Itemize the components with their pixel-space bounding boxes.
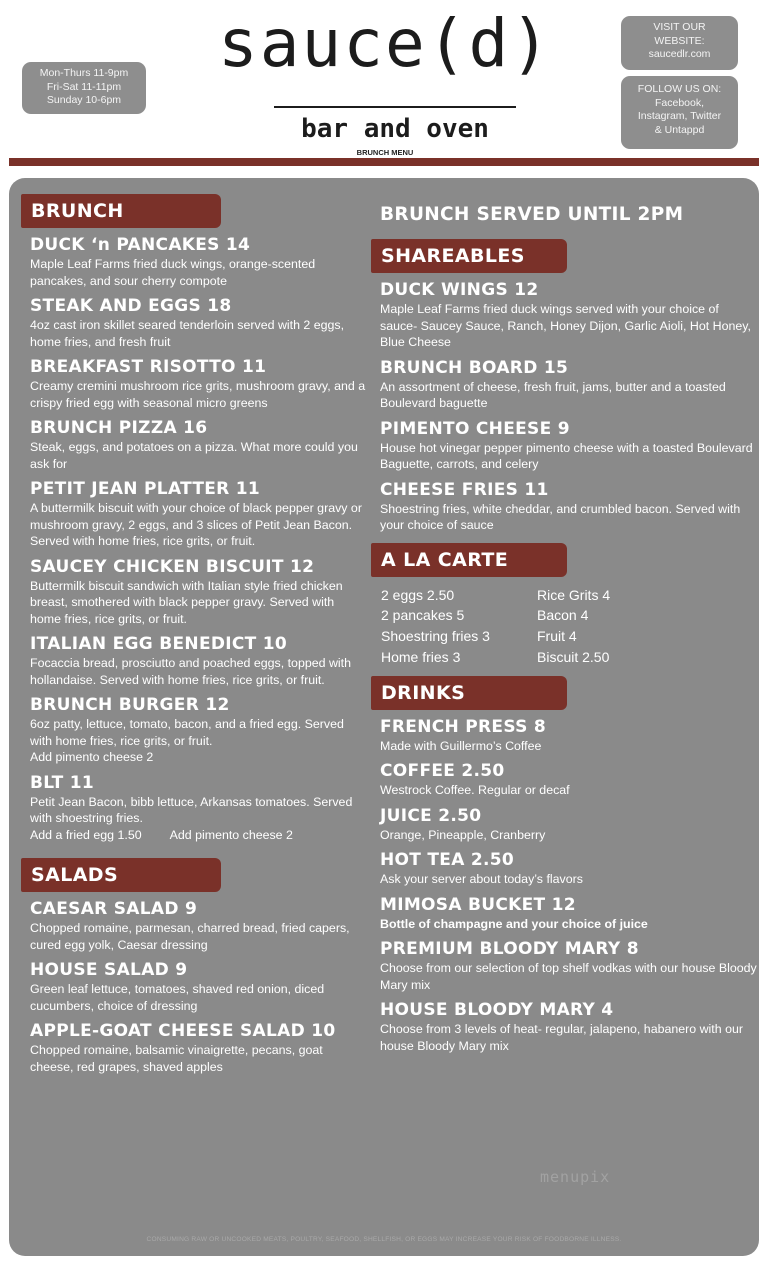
a-la-carte-banner: A LA CARTE [371, 543, 567, 577]
item-name: DUCK ‘n PANCAKES 14 [30, 235, 251, 255]
menu-item [371, 1000, 757, 1054]
item-desc: Choose from 3 levels of heat- regular, jalapeno, habanero with our house Bloody Mary mix [380, 1022, 743, 1053]
served-until-note: BRUNCH SERVED UNTIL 2PM [380, 204, 684, 225]
menu-item [21, 235, 366, 289]
menu-label: BRUNCH MENU [356, 148, 414, 157]
menu-item [21, 960, 366, 1014]
brunch-banner: BRUNCH [21, 194, 221, 228]
salads-banner: SALADS [21, 858, 221, 892]
menu-item [371, 806, 757, 844]
menu-item [21, 418, 366, 472]
item-name: ITALIAN EGG BENEDICT 10 [30, 634, 288, 654]
subtitle: bar and oven [301, 114, 489, 144]
item-desc: An assortment of cheese, fresh fruit, jams, butter and a toasted Boulevard baguette [380, 379, 726, 410]
item-desc: Shoestring fries, white cheddar, and crumbled bacon. Served with your choice of sauce [380, 501, 741, 532]
item-desc: Maple Leaf Farms fried duck wings served with your choice of sauce- Saucey Sauce, Ranch, Honey Dijon, Garlic Aioli, Hot Honey, Blue Cheese [380, 302, 751, 349]
a-la-carte-column [537, 585, 693, 668]
hours-line: Mon-Thurs 11-9pm [39, 67, 129, 79]
item-desc: House hot vinegar pepper pimento cheese with a toasted Boulevard Baguette, carrots, and celery [380, 440, 753, 471]
item-name: PETIT JEAN PLATTER 11 [30, 479, 261, 499]
menu-item [371, 358, 757, 412]
item-desc: Made with Guillermo’s Coffee [380, 738, 542, 753]
a-la-carte-list [371, 585, 757, 668]
drinks-banner: DRINKS [371, 676, 567, 710]
menu-item [371, 895, 757, 933]
item-name: CAESAR SALAD 9 [30, 899, 198, 919]
item-desc: Westrock Coffee. Regular or decaf [380, 783, 570, 798]
menu-item [371, 850, 757, 888]
menu-item [21, 357, 366, 411]
item-name: APPLE-GOAT CHEESE SALAD 10 [30, 1021, 336, 1041]
item-name: JUICE 2.50 [380, 805, 482, 826]
website-badge[interactable] [621, 16, 738, 70]
item-name: HOUSE BLOODY MARY 4 [380, 1000, 614, 1021]
header-rule [9, 158, 759, 166]
item-addons [30, 827, 366, 844]
item-desc: Chopped romaine, parmesan, charred bread, fried capers, cured egg yolk, Caesar dressing [30, 921, 350, 952]
item-desc: Bottle of champagne and your choice of juice [380, 916, 648, 931]
menu-item [21, 899, 366, 953]
a-la-carte-item: Fruit 4 [537, 628, 577, 645]
menu-item [371, 761, 757, 799]
item-name: STEAK AND EGGS 18 [30, 296, 232, 316]
item-name: PREMIUM BLOODY MARY 8 [380, 939, 639, 960]
menu-item [371, 939, 757, 993]
social-line: Facebook, [654, 96, 705, 109]
menu-item [21, 557, 366, 628]
logo-divider [274, 106, 516, 108]
item-name: DUCK WINGS 12 [380, 280, 539, 300]
hours-badge [22, 62, 146, 114]
item-name: HOUSE SALAD 9 [30, 960, 188, 980]
item-name: CHEESE FRIES 11 [380, 479, 549, 500]
item-desc: Orange, Pineapple, Cranberry [380, 827, 546, 842]
menu-item [21, 296, 366, 350]
social-line: FOLLOW US ON: [637, 83, 722, 95]
item-desc: Green leaf lettuce, tomatoes, shaved red onion, diced cucumbers, choice of dressing [30, 982, 325, 1013]
item-addon: Add pimento cheese 2 [169, 827, 293, 842]
website-line: VISIT OUR [653, 21, 706, 33]
menu-item [21, 634, 366, 688]
item-desc: A buttermilk biscuit with your choice of black pepper gravy or mushroom gravy, 2 eggs, and 3 slices of Petit Jean Bacon. Served with home fries, rice grits, or fruit. [30, 501, 362, 548]
item-desc: Chopped romaine, balsamic vinaigrette, pecans, goat cheese, red grapes, shaved apples [30, 1043, 323, 1074]
food-safety-disclaimer: CONSUMING RAW OR UNCOOKED MEATS, POULTRY, SEAFOOD, SHELLFISH, OR EGGS MAY INCREASE YOUR RISK OF FOODBORNE ILLNESS. [146, 1236, 622, 1243]
menu-item [21, 1021, 366, 1075]
item-desc: 6oz patty, lettuce, tomato, bacon, and a fried egg. Served with home fries, rice grits, or fruit. [30, 717, 344, 748]
a-la-carte-item: Bacon 4 [537, 607, 589, 624]
shareables-banner: SHAREABLES [371, 239, 567, 273]
item-name: PIMENTO CHEESE 9 [380, 418, 570, 439]
menu-item [21, 773, 366, 844]
item-name: MIMOSA BUCKET 12 [380, 894, 576, 915]
a-la-carte-item: Rice Grits 4 [537, 586, 611, 603]
item-name: BRUNCH BURGER 12 [30, 695, 230, 715]
menu-item [21, 479, 366, 550]
a-la-carte-column [381, 585, 537, 668]
a-la-carte-item: 2 eggs 2.50 [381, 586, 455, 603]
item-name: HOT TEA 2.50 [380, 850, 515, 871]
menu-item [371, 419, 757, 473]
item-addon: Add pimento cheese 2 [30, 750, 154, 764]
menu-item [371, 717, 757, 755]
item-name: BRUNCH PIZZA 16 [30, 418, 208, 438]
item-desc: Focaccia bread, prosciutto and poached eggs, topped with hollandaise. Served with home fries, rice grits, or fruit. [30, 656, 351, 687]
a-la-carte-item: Shoestring fries 3 [381, 628, 490, 645]
a-la-carte-item: 2 pancakes 5 [381, 607, 465, 624]
item-desc: Choose from our selection of top shelf vodkas with our house Bloody Mary mix [380, 961, 757, 992]
social-line: & Untappd [654, 123, 705, 136]
left-column [21, 194, 366, 1075]
item-desc: 4oz cast iron skillet seared tenderloin served with 2 eggs, home fries, and fresh fruit [30, 318, 345, 349]
hours-line: Fri-Sat 11-11pm [46, 80, 122, 93]
social-badge [621, 76, 738, 149]
menu-item [371, 480, 757, 534]
website-link[interactable]: saucedlr.com [648, 48, 711, 61]
menu-item [371, 280, 757, 351]
item-name: BLT 11 [30, 772, 94, 793]
item-desc: Buttermilk biscuit sandwich with Italian style fried chicken breast, smothered with black pepper gravy. Served with home fries, rice grits, or fruit. [30, 578, 343, 626]
item-name: COFFEE 2.50 [380, 761, 505, 782]
watermark: menupix [540, 1168, 611, 1186]
item-desc: Petit Jean Bacon, bibb lettuce, Arkansas tomatoes. Served with shoestring fries. [30, 794, 353, 825]
item-name: SAUCEY CHICKEN BISCUIT 12 [30, 556, 315, 577]
website-line: WEBSITE: [654, 34, 705, 47]
right-column [371, 200, 757, 1054]
social-line: Instagram, Twitter [637, 110, 722, 123]
a-la-carte-item: Home fries 3 [381, 648, 461, 665]
item-desc: Ask your server about today’s flavors [380, 872, 583, 887]
item-desc: Creamy cremini mushroom rice grits, mushroom gravy, and a crispy fried egg with seasonal micro greens [30, 379, 366, 410]
item-addon: Add a fried egg 1.50 [30, 827, 142, 842]
item-name: BRUNCH BOARD 15 [380, 357, 569, 378]
logo: sauce(d) [218, 5, 552, 82]
a-la-carte-item: Biscuit 2.50 [537, 648, 610, 665]
item-name: BREAKFAST RISOTTO 11 [30, 357, 267, 377]
item-name: FRENCH PRESS 8 [380, 716, 546, 737]
menu-item [21, 695, 366, 766]
item-desc: Steak, eggs, and potatoes on a pizza. What more could you ask for [30, 440, 358, 471]
item-desc: Maple Leaf Farms fried duck wings, orange-scented pancakes, and sour cherry compote [30, 257, 316, 288]
hours-line: Sunday 10-6pm [46, 94, 122, 107]
